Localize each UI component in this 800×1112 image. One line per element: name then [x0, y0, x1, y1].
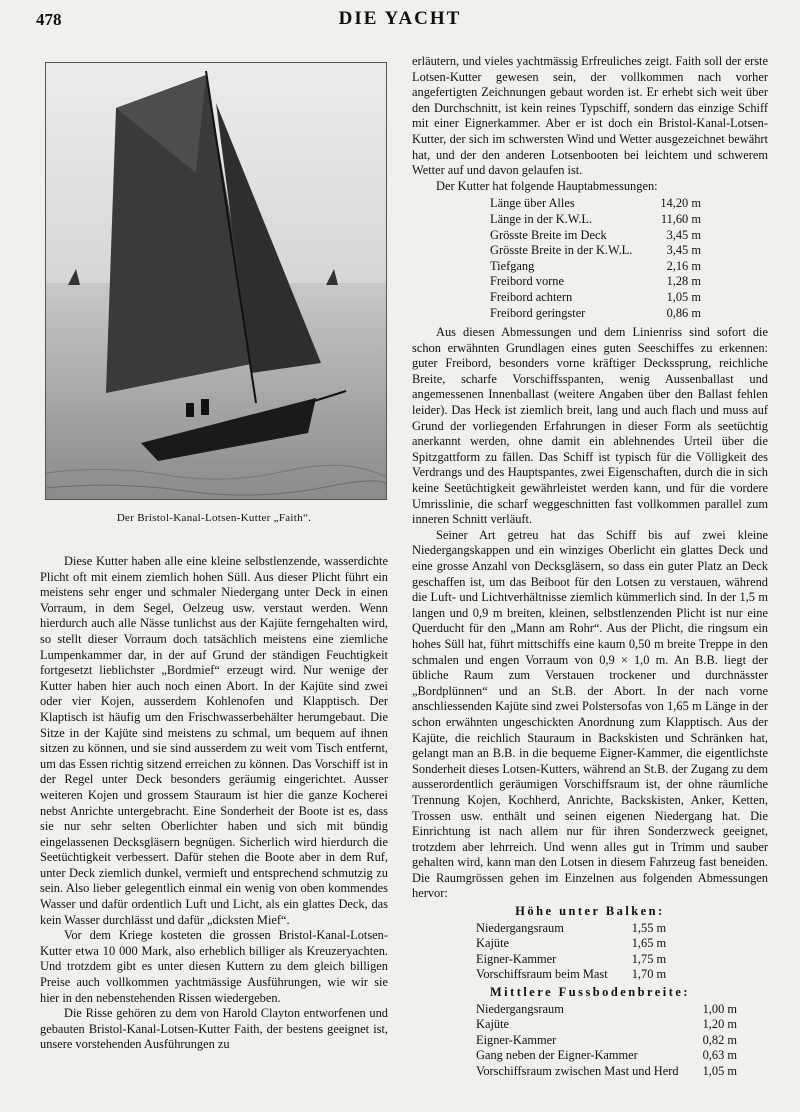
width-heading: Mittlere Fussbodenbreite: — [489, 985, 691, 1000]
room-value: 1,00 m — [702, 1001, 737, 1016]
right-paragraph-1: Aus diesen Abmessungen und dem Linienriss sind sofort die schon erwähnten Grundlagen eines guten Seeschiffes zu erkennen: guter Freibord, besonders vorne kräftiger Deckssprung, reichliche Breite, scharfe Vorschiffsspanten, wenig Aussenballast und angemessenen Innenballast (weitere Angaben über den Ballast fehlen leider). Das Heck ist ziemlich breit, lang und auch flach und muss auf Grund der vorliegenden Erfahrungen in dieser Form als seetüchtig anerkannt werden, ohne damit ein ablehnendes Urteil über die Spitzgattform zu fällen. Das Schiff ist typisch für die Völligkeit des Verdrangs und des Hauptspantes, zwei Eigenschaften, durch die in sich keine Seetüchtigkeit gewährleistet werden kann, und für die vordere Umrisslinie, die scharf weggeschnitten fast vollkommen parallel zum inneren Schnitt verläuft. — [412, 325, 768, 527]
room-value: 1,20 m — [702, 1017, 737, 1032]
room-label: Niedergangsraum — [476, 1001, 564, 1016]
dimension-value: 11,60 m — [660, 211, 701, 226]
room-value: 1,70 m — [631, 967, 667, 982]
cutter-illustration — [46, 63, 386, 499]
dimension-label: Freibord geringster — [490, 305, 586, 320]
cutter-photograph — [45, 62, 387, 500]
dimension-label: Länge in der K.W.L. — [490, 211, 593, 226]
dimension-label: Tiefgang — [490, 258, 535, 273]
dimension-label: Grösste Breite im Deck — [490, 227, 607, 242]
room-value: 1,65 m — [631, 936, 667, 951]
room-label: Eigner-Kammer — [476, 1032, 557, 1047]
main-dimensions-table — [490, 196, 707, 321]
room-label: Kajüte — [476, 936, 510, 951]
room-value: 0,82 m — [702, 1032, 737, 1047]
left-paragraph-2: Vor dem Kriege kosteten die grossen Bristol-Kanal-Lotsen-Kutter etwa 10 000 Mark, also erheblich billiger als Kreuzeryachten. Und trotzdem gibt es unter diesen Kuttern zu dem gleich billigen Preise auch vollkommen yachtmässige Ausführungen, wie wir sie hier in den nebenstehenden Rissen wiedergeben. — [40, 928, 388, 1005]
table-row — [490, 196, 707, 212]
table-row — [476, 952, 666, 968]
room-label: Vorschiffsraum zwischen Mast und Herd — [476, 1064, 679, 1078]
table-row — [490, 274, 707, 290]
right-paragraph-2: Seiner Art getreu hat das Schiff bis auf zwei kleine Niedergangskappen und ein winziges Oberlicht ein glattes Deck und eine grosse Anzahl von Decksgläsern, so dass ein guter Platz an Deck geschaffen ist, um das Beiboot für den Lotsen zu verstauen, während die Luft- und Lichtverhältnisse ziemlich kümmerlich sind. In der 1,5 m langen und 0,9 m breiten, kleinen, selbstlenzenden Plicht ist nur eine Querducht für den „Mann am Rohr“. Aus der Plicht, die ringsum ein hohes Süll hat, führt mittschiffs eine kaum 0,50 m breite Treppe in den schmalen und engen Vorraum von 0,9 × 1,0 m. An B.B. liegt der übliche Raum zum Verstauen trockener und durchnässter „Bordplünnen“ und an St.B. der Abort. In der nach vorne anschliessenden Kajüte sind zwei Polstersofas von 1,65 m Länge in der schon erwähnten ungeschickten Anordnung zum Klapptisch. Aus der Kajüte, die reichlich Stauraum in Backskisten und Schränken hat, gelangt man an B.B. in die bequeme Eigner-Kammer, die eigentlichste Sonderheit dieses Lotsen-Kutters, während an St.B. der Zugang zu dem ausserordentlich geräumigen Vorschiffsraum ist, der ohne räumliche Trennung Kojen, Kochherd, Anrichte, Backskisten, Anker, Ketten, Trossen usw. enthält und seinen eigenen Niedergang hat. Die Einrichtung ist nach allem nur für ihren Sonderzweck geeignet, trotzdem aber lehrreich. Und wenn alles gut in Trimm und sauber gehalten wird, kann man den Lotsen in diesem Fahrzeug fast beneiden. Die Raumgrössen gehen im Einzelnen aus folgenden Abmessungen hervor: — [412, 527, 768, 901]
table-row — [490, 243, 707, 259]
dimension-value: 2,16 m — [666, 258, 701, 273]
dimension-value: 3,45 m — [666, 227, 701, 242]
table-row — [476, 1017, 737, 1033]
table-row — [476, 1064, 737, 1080]
figure-caption: Der Bristol-Kanal-Lotsen-Kutter „Faith“. — [116, 512, 312, 524]
table-row — [476, 1002, 737, 1018]
room-value: 1,75 m — [631, 951, 667, 966]
left-column — [40, 554, 388, 1053]
room-label: Gang neben der Eigner-Kammer — [476, 1048, 638, 1063]
room-value: 0,63 m — [702, 1048, 737, 1063]
right-column — [412, 54, 768, 1080]
page-number: 478 — [36, 10, 62, 29]
dimensions-intro: Der Kutter hat folgende Hauptabmessungen: — [436, 178, 658, 193]
table-row — [490, 228, 707, 244]
dimension-label: Länge über Alles — [490, 196, 575, 211]
left-paragraph-3: Die Risse gehören zu dem von Harold Clayton entworfenen und gebauten Bristol-Kanal-Lotsen-Kutter Faith, der bestens geeignet ist, unsere vorstehenden Ausführungen zu — [40, 1006, 388, 1052]
height-heading: Höhe unter Balken: — [515, 904, 665, 919]
right-intro-paragraph: erläutern, und vieles yachtmässig Erfreuliches zeigt. Faith soll der erste Lotsen-Kutter gewesen sein, der vollkommen nach vorher angefertigten Zeichnungen gebaut worden ist. Er erhebt sich weit über den Durchschnitt, ist kein reines Typschiff, sondern das einzige Schiff mit einer Eignerkammer. Aber er ist doch ein Bristol-Kanal-Lotsen-Kutter, der sich im schwersten Wind und Wetter ausgezeichnet bewährt hat, und der den anderen Lotsenbooten bei leichtem und schwerem Wetter auf und davon gelaufen ist. — [412, 54, 768, 178]
dimension-label: Freibord achtern — [490, 289, 573, 304]
dimension-value: 14,20 m — [660, 196, 701, 211]
dimension-value: 1,28 m — [666, 274, 701, 289]
left-paragraph-1: Diese Kutter haben alle eine kleine selbstlenzende, wasserdichte Plicht oft mit einem ziemlich hohen Süll. Aus dieser Plicht führt ein meistens sehr enger und schmaler Niedergang unter Deck in einen Vorraum, in dem Segel, Oelzeug usw. verstaut werden. Wenn hierdurch auch alle Nässe tunlichst aus der Kajüte ferngehalten wird, so stellt dieser Vorraum doch tatsächlich meistens eine ziemliche Lumpenkammer dar, in der auf Grund der ständigen Feuchtigkeit fortgesetzt lieblichster „Bordmief“ erzeugt wird. Nur wenige der Kutter haben hier auch noch einen Abort. In der Kajüte sind zwei oder vier Kojen, ausserdem Kohlenofen und Klapptisch. Der Klaptisch ist häufig um den Frischwasserbehälter herumgebaut. Die Sitze in der Kajüte sind meistens zu schmal, um bequem auf ihnen sitzen zu können, und sie sind ausserdem zu weit vom Tisch entfernt, um das Essen richtig sitzend erreichen zu können. Das Vorschiff ist in der Regel unter Deck besonders geräumig eingerichtet. Ausser weiteren Kojen und grossem Stauraum ist hier die ganze Kocherei nebst Anrichte untergebracht. Eine Sonderheit der Boote ist es, dass sie nur sehr selten Oberlichter haben und sich mit bündig eingelassenen Decksgläsern begnügen. Sicherlich wird hierdurch die Seetüchtigkeit verbessert. Dafür stehen die Boote aber in dem Ruf, unter Deck ziemlich dunkel, vermieft und entsprechend schmutzig zu sein. Also lieber gelegentlich einmal ein wenig von oben kommendes Wasser und dafür ordentlich Luft und Licht, als ein glattes Deck, das kein Wasser durchlässt und dafür „dicksten Mief“. — [40, 554, 388, 927]
dimension-label: Freibord vorne — [490, 274, 564, 289]
room-label: Kajüte — [476, 1017, 510, 1032]
table-row — [490, 290, 707, 306]
height-table — [476, 921, 666, 983]
table-row — [476, 936, 666, 952]
dimension-value: 1,05 m — [666, 289, 701, 304]
table-row — [476, 1033, 737, 1049]
dimension-label: Grösste Breite in der K.W.L. — [490, 243, 633, 258]
room-value: 1,05 m — [702, 1064, 737, 1078]
table-row — [490, 259, 707, 275]
running-head: DIE YACHT — [338, 8, 462, 29]
room-label: Niedergangsraum — [476, 920, 564, 935]
table-row — [476, 921, 666, 937]
width-table — [476, 1002, 737, 1080]
table-row — [476, 1048, 737, 1064]
dimension-value: 3,45 m — [666, 243, 701, 258]
room-label: Eigner-Kammer — [476, 951, 557, 966]
room-value: 1,55 m — [631, 920, 667, 935]
table-row — [490, 306, 707, 322]
room-label: Vorschiffsraum beim Mast — [476, 967, 608, 982]
table-row — [490, 212, 707, 228]
table-row — [476, 967, 666, 983]
dimension-value: 0,86 m — [666, 305, 701, 320]
